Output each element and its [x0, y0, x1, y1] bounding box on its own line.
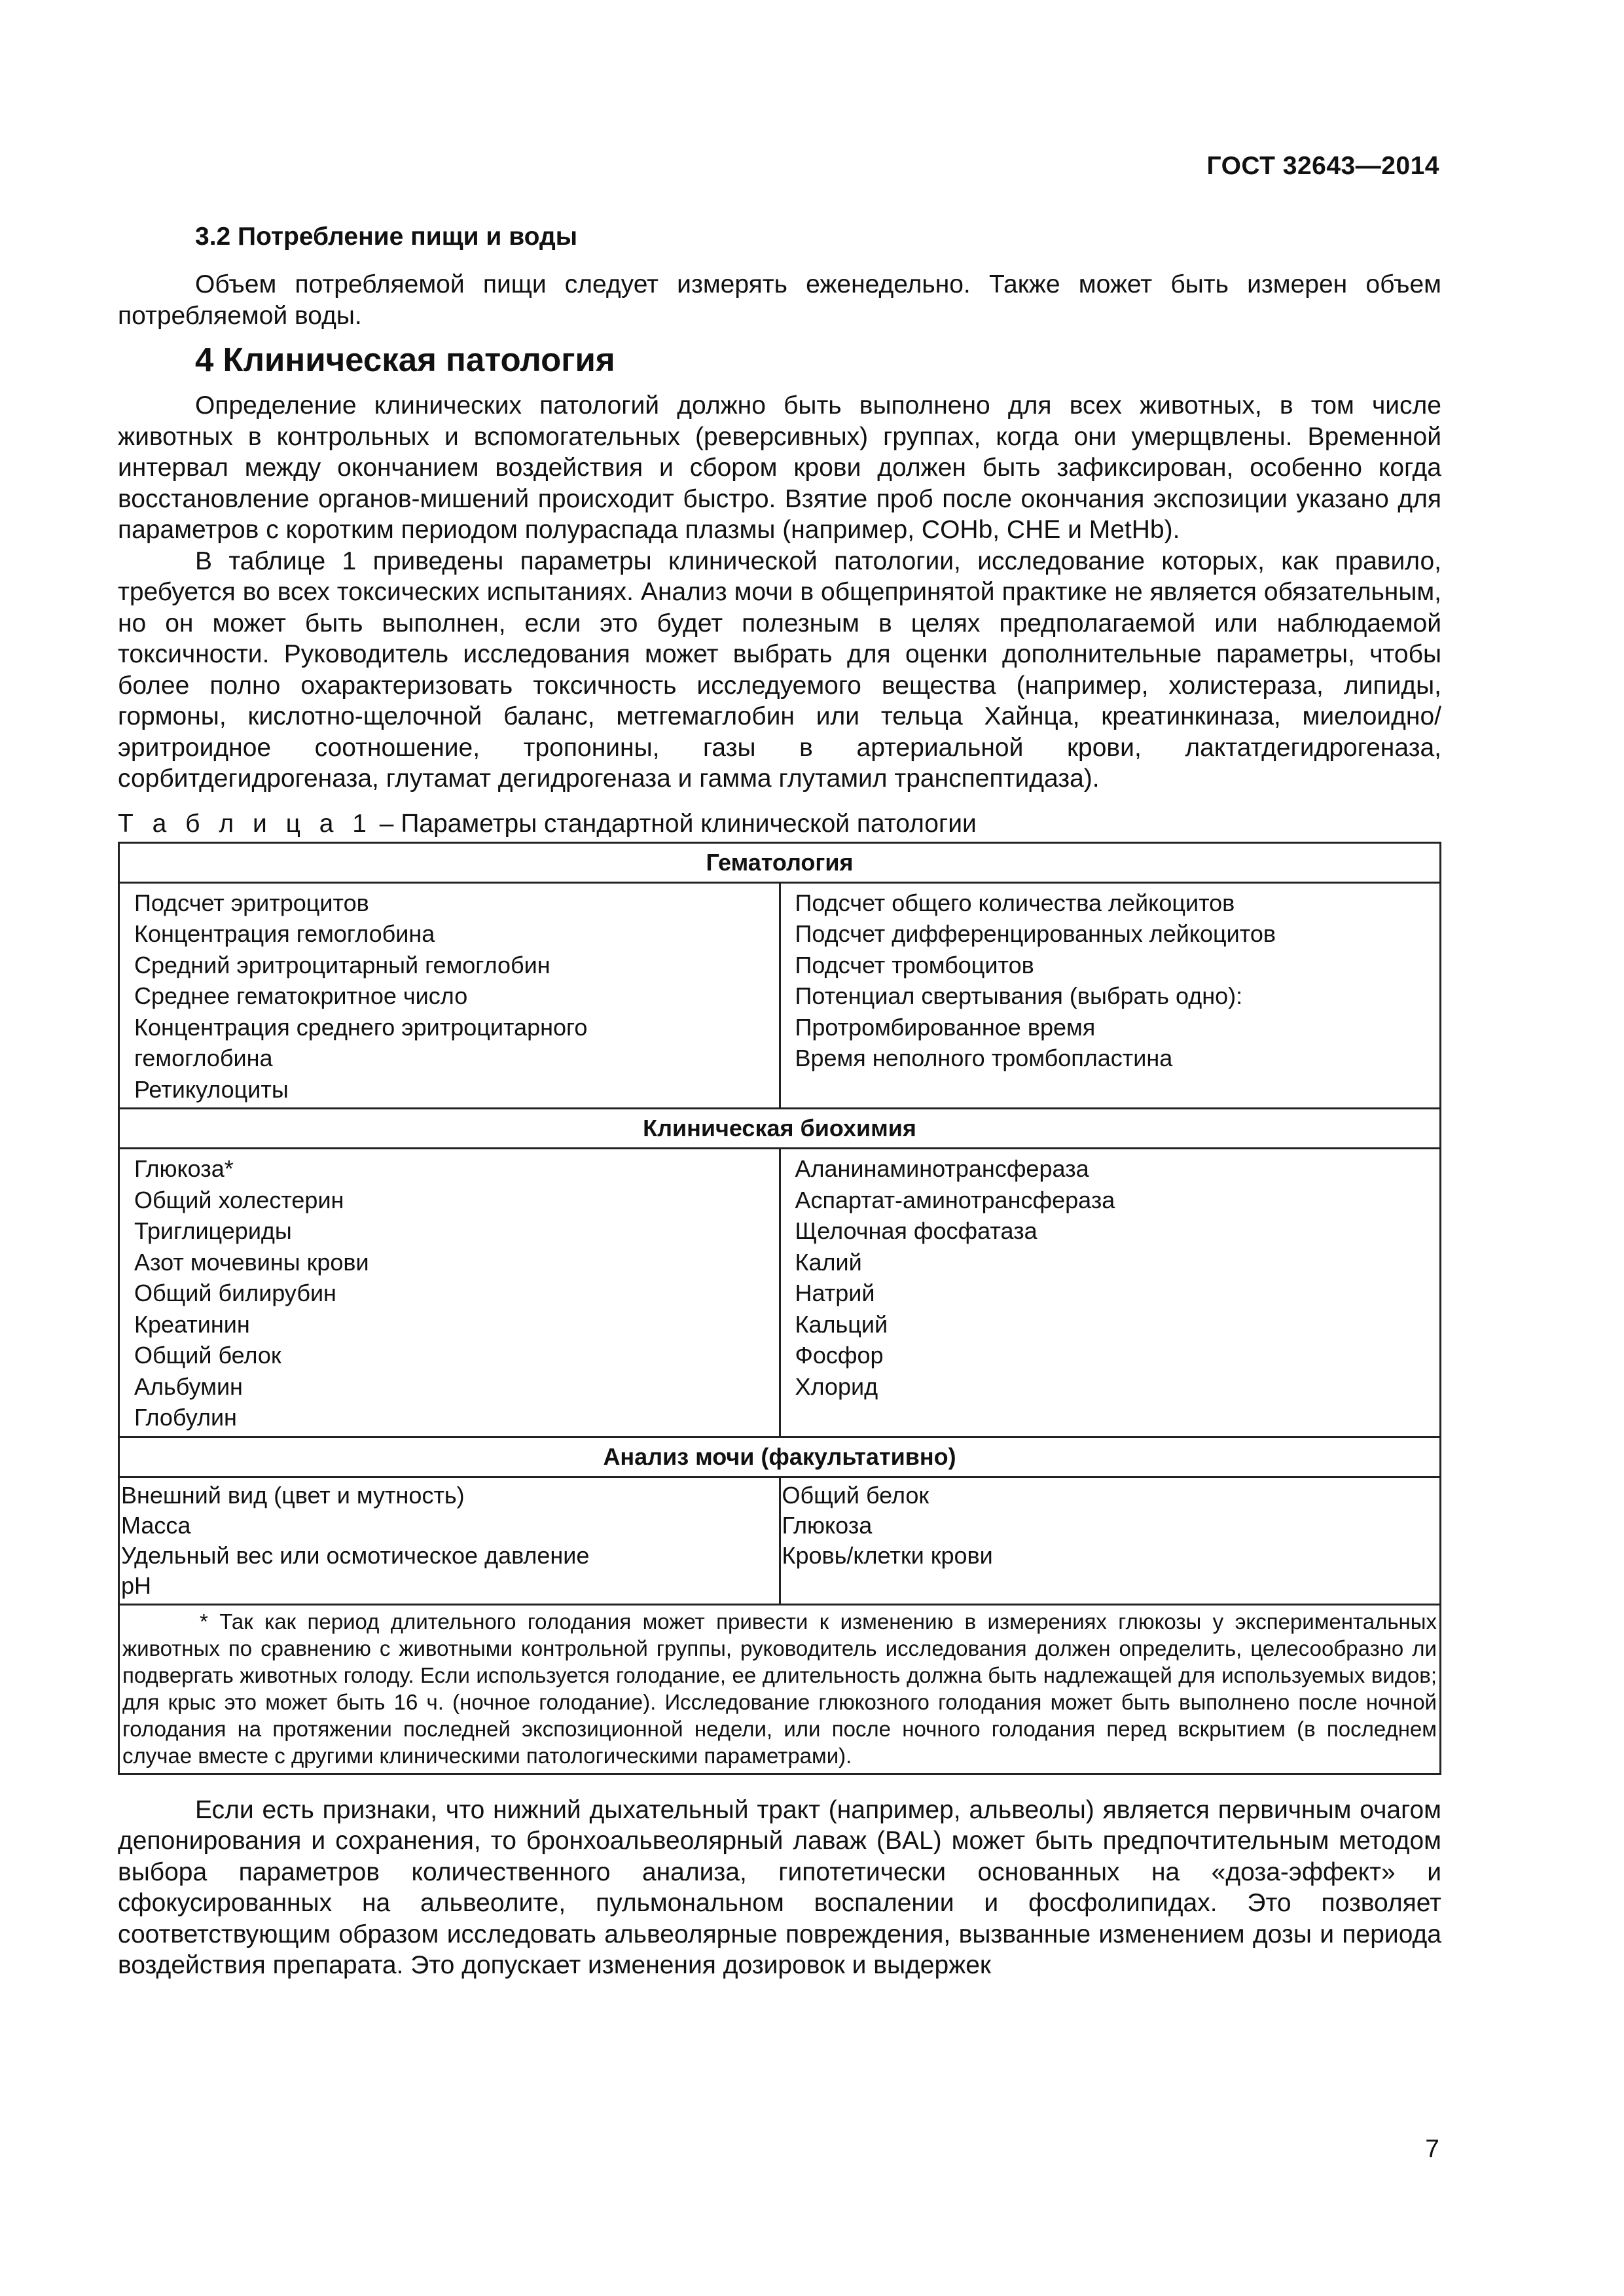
list-item: Глобулин: [134, 1404, 237, 1431]
list-item: Креатинин: [134, 1310, 250, 1338]
list-item: Масса: [121, 1511, 191, 1539]
biochemistry-right-list: [780, 1149, 1441, 1437]
list-item: Общий белок: [134, 1342, 281, 1369]
urinalysis-header: Анализ мочи (факультативно): [119, 1437, 1441, 1477]
table-caption-text: – Параметры стандартной клинической патологии: [372, 809, 977, 838]
list-item: Триглицериды: [134, 1217, 292, 1244]
biochemistry-header: Клиническая биохимия: [119, 1109, 1441, 1149]
table-section-header: [119, 1109, 1441, 1149]
list-item: Альбумин: [134, 1372, 243, 1400]
list-item: Подсчет дифференцированных лейкоцитов: [795, 920, 1276, 947]
list-item: Концентрация среднего эритроцитарного гемоглобина: [134, 1013, 588, 1071]
list-item: Время неполного тромбопластина: [795, 1045, 1173, 1071]
list-item: Аспартат-аминотрансфераза: [795, 1186, 1115, 1213]
list-item: Удельный вес или осмотическое давление: [121, 1541, 590, 1569]
table-section-header: [119, 1437, 1441, 1477]
list-item: Потенциал свертывания (выбрать одно):: [795, 982, 1243, 1009]
list-item: Щелочная фосфатаза: [795, 1217, 1038, 1244]
list-item: pH: [121, 1571, 152, 1599]
table-footnote: [119, 1604, 1441, 1774]
list-item: Общий белок: [782, 1481, 929, 1509]
list-item: Общий билирубин: [134, 1280, 336, 1306]
table-footnote-text: * Так как период длительного голодания может привести к изменению в измерениях глюкозы у экспериментальных животных по сравнению с животными контрольной группы, руководитель исследования должен определить, целесообразно ли подвергать животных голоду. Если используется голодание, ее длительность должна быть надлежащей для используемых видов; для крыс это может быть 16 ч. (ночное голодание). Исследование глюкозного голодания может быть выполнено после ночной голодания на протяжении последней экспозиционной недели, или после ночного голодания перед вскрытием (в последнем случае вместе с другими клиническими патологическими параметрами).: [122, 1609, 1437, 1768]
clinical-pathology-table: [118, 842, 1441, 1775]
list-item: Среднее гематокритное число: [134, 982, 468, 1009]
section-3-2-title: 3.2 Потребление пищи и воды: [195, 223, 578, 251]
list-item: Фосфор: [795, 1342, 884, 1369]
hematology-right-list: [780, 882, 1441, 1109]
table-section-header: [119, 842, 1441, 882]
list-item: Ретикулоциты: [134, 1075, 289, 1103]
list-item: Калий: [795, 1248, 862, 1276]
list-item: Аланинаминотрансфераза: [795, 1155, 1089, 1182]
table-caption: [118, 809, 1441, 839]
list-item: Хлорид: [795, 1372, 878, 1400]
list-item: Общий холестерин: [134, 1186, 344, 1213]
section-3-2-text: Объем потребляемой пищи следует измерять еженедельно. Также может быть измерен объем потребляемой воды.: [118, 270, 1441, 330]
page-number: 7: [1425, 2135, 1439, 2163]
table-caption-label: Т а б л и ц а 1: [118, 809, 372, 838]
list-item: Натрий: [795, 1280, 875, 1306]
biochemistry-left-list: [119, 1149, 780, 1437]
section-4-paragraph-2: В таблице 1 приведены параметры клинической патологии, исследование которых, как правило, требуется во всех токсических испытаниях. Анализ мочи в общепринятой практике не является обязательным, но он может быть выполнен, если это будет полезным в целях предполагаемой или наблюдаемой токсичности. Руководитель исследования может выбрать для оценки дополнительные параметры, чтобы более полно охарактеризовать токсичность исследуемого вещества (например, холистераза, липиды, гормоны, кислотно-щелочной баланс, метгемаглобин или тельца Хайнца, креатинкиназа, миелоидно/эритроидное соотношение, тропонины, газы в артериальной крови, лактатдегидрогеназа, сорбитдегидрогеназа, глутамат дегидрогеназа и гамма глутамил транспептидаза).: [118, 547, 1441, 793]
list-item: Средний эритроцитарный гемоглобин: [134, 951, 550, 978]
urinalysis-right-list: [780, 1477, 1441, 1604]
table-row: [119, 1477, 1441, 1604]
list-item: Глюкоза: [782, 1511, 873, 1539]
list-item: Концентрация гемоглобина: [134, 920, 435, 947]
list-item: Кровь/клетки крови: [782, 1541, 993, 1569]
list-item: Кальций: [795, 1310, 888, 1338]
list-item: Внешний вид (цвет и мутность): [121, 1481, 465, 1509]
table-footnote-row: [119, 1604, 1441, 1774]
section-4-paragraph-1: Определение клинических патологий должно быть выполнено для всех животных, в том числе животных в контрольных и вспомогательных (реверсивных) группах, когда они умерщвлены. Временной интервал между окончанием воздействия и сбором крови должен быть зафиксирован, особенно когда восстановление органов-мишений происходит быстро. Взятие проб после окончания экспозиции указано для параметров с коротким периодом полураспада плазмы (например, COHb, CHE и MetHb).: [118, 391, 1441, 544]
urinalysis-left-list: [119, 1477, 780, 1604]
list-item: Подсчет эритроцитов: [134, 889, 369, 916]
table-row: [119, 882, 1441, 1109]
after-table-paragraph: Если есть признаки, что нижний дыхательный тракт (например, альвеолы) является первичным очагом депонирования и сохранения, то бронхоальвеолярный лаваж (BAL) может быть предпочтительным методом выбора параметров количественного анализа, гипотетически основанных на «доза-эффект» и сфокусированных на альвеолите, пульмональном воспалении и фосфолипидах. Это позволяет соответствующим образом исследовать альвеолярные повреждения, вызванные изменением дозы и периода воздействия препарата. Это допускает изменения дозировок и выдержек: [118, 1795, 1441, 1979]
page-content: [118, 209, 1441, 1981]
list-item: Подсчет тромбоцитов: [795, 951, 1034, 978]
table-row: [119, 1149, 1441, 1437]
list-item: Глюкоза*: [134, 1155, 234, 1182]
list-item: Азот мочевины крови: [134, 1248, 369, 1276]
list-item: Подсчет общего количества лейкоцитов: [795, 889, 1235, 916]
section-4-title: 4 Клиническая патология: [195, 341, 615, 378]
hematology-left-list: [119, 882, 780, 1109]
document-code-header: ГОСТ 32643—2014: [1206, 152, 1439, 180]
list-item: Протромбированное время: [795, 1013, 1096, 1041]
hematology-header: Гематология: [119, 842, 1441, 882]
